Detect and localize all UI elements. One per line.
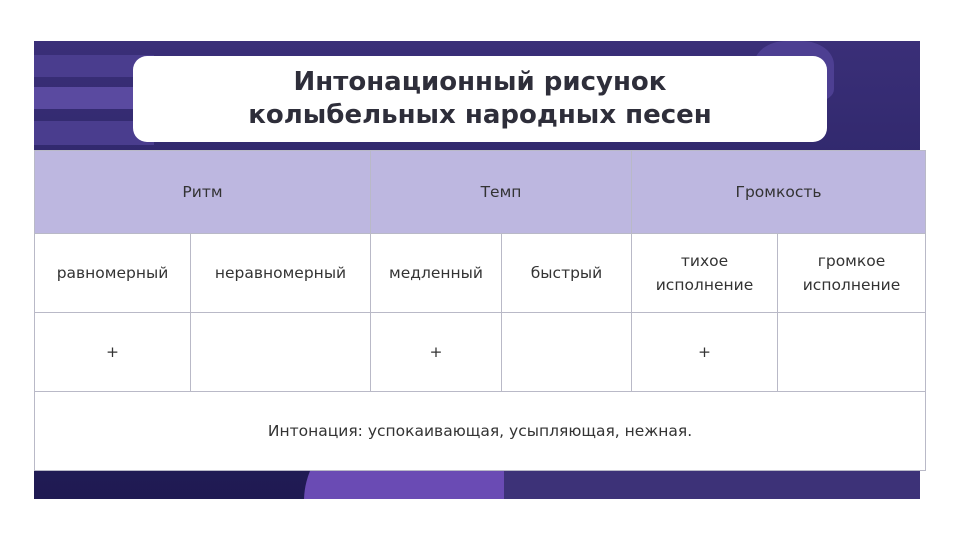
background-stripe [34, 87, 134, 109]
header-loudness: Громкость [632, 151, 926, 234]
page-title [248, 66, 712, 132]
mark-cell: + [632, 313, 778, 392]
mark-cell: + [371, 313, 502, 392]
subheader-cell: громкое исполнение [778, 234, 926, 313]
subheader-cell: тихое исполнение [632, 234, 778, 313]
subheader-cell: равномерный [35, 234, 191, 313]
subheader-cell: быстрый [502, 234, 632, 313]
subheader-cell: неравномерный [191, 234, 371, 313]
table-subheader-row [35, 234, 926, 313]
intonation-note: Интонация: успокаивающая, усыпляющая, нежная. [35, 392, 926, 471]
title-box [133, 56, 827, 142]
mark-cell [191, 313, 371, 392]
header-tempo: Темп [371, 151, 632, 234]
header-rhythm: Ритм [35, 151, 371, 234]
mark-cell [778, 313, 926, 392]
mark-cell [502, 313, 632, 392]
table-note-row [35, 392, 926, 471]
intonation-table [34, 150, 926, 471]
title-line-1: Интонационный рисунок [293, 67, 667, 97]
subheader-cell: медленный [371, 234, 502, 313]
table-row [35, 313, 926, 392]
title-line-2: колыбельных народных песен [248, 100, 712, 130]
table-header-row [35, 151, 926, 234]
mark-cell: + [35, 313, 191, 392]
